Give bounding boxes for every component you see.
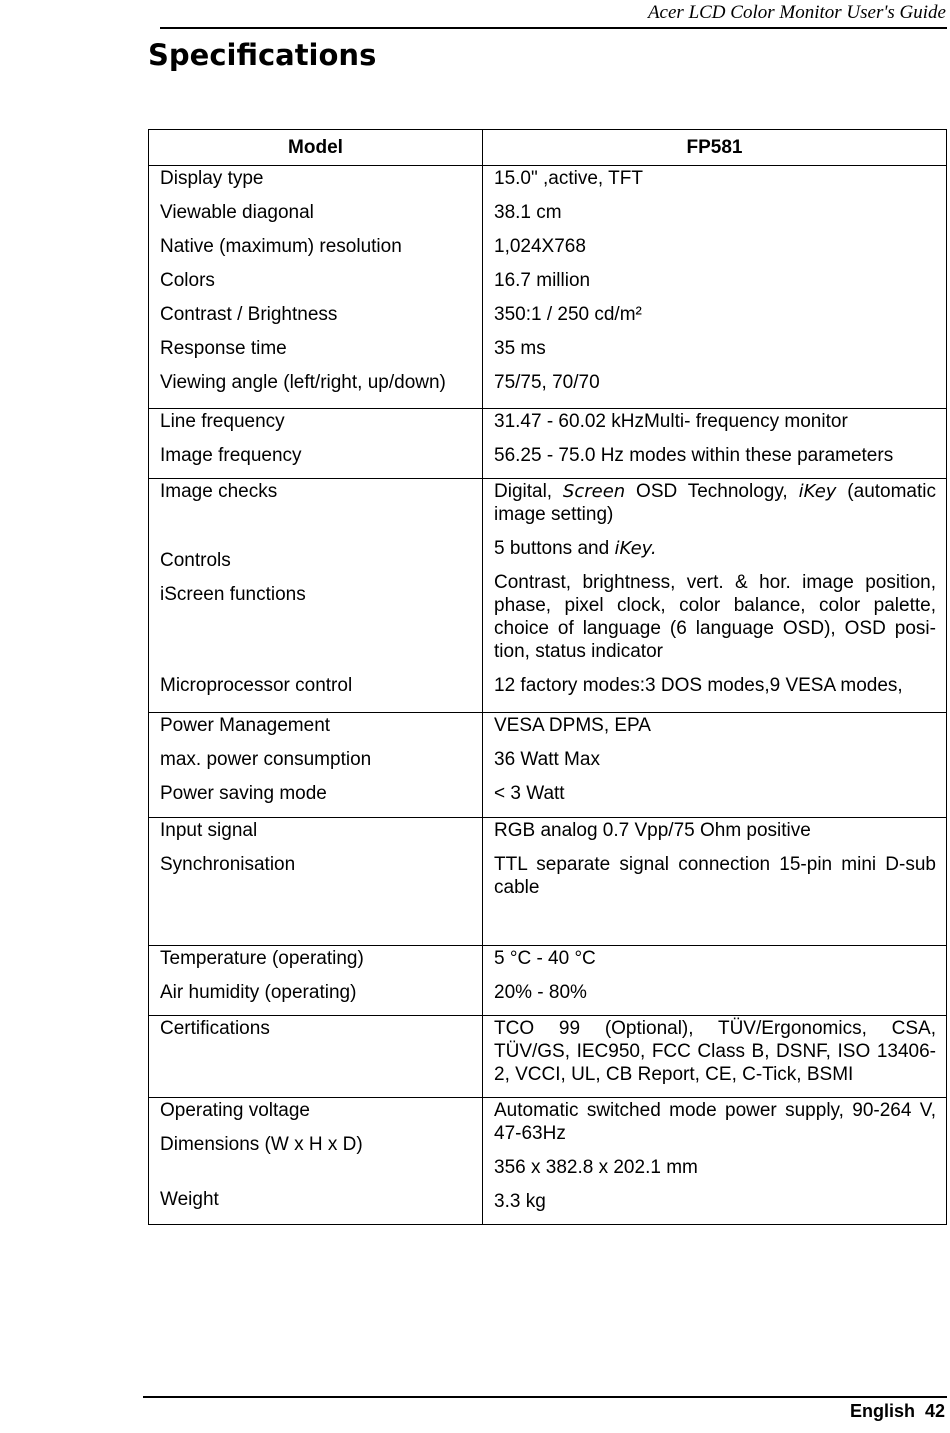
value-certifications: TCO 99 (Optional), TÜV/Ergonomics, CSA, TÜV/GS, IEC950, FCC Class B, DSNF, ISO 13406-2, VCCI, UL, CB Report, CE, C-Tick, BSMI: [494, 1018, 936, 1085]
page-title: Specifications: [148, 38, 377, 72]
label-contrast-brightness: Contrast / Brightness: [160, 304, 338, 325]
label-line-frequency: Line frequency: [160, 411, 285, 432]
label-air-humidity: Air humidity (operating): [160, 982, 357, 1003]
value-display-type: 15.0" ,active, TFT: [494, 168, 643, 189]
value-input-signal: RGB analog 0.7 Vpp/75 Ohm positive: [494, 820, 811, 841]
label-image-frequency: Image frequency: [160, 445, 302, 466]
value-synchronisation: TTL separate signal connection 15-pin mini D-sub cable: [494, 854, 936, 898]
label-display-type: Display type: [160, 168, 264, 189]
spec-labels: [149, 409, 483, 479]
spec-group-controls: [149, 479, 947, 713]
label-weight: Weight: [160, 1189, 219, 1210]
value-viewing-angle: 75/75, 70/70: [494, 372, 600, 393]
label-colors: Colors: [160, 270, 215, 291]
spec-group-power: [149, 713, 947, 818]
label-viewing-angle: Viewing angle (left/right, up/down): [160, 372, 446, 393]
spec-labels: [149, 713, 483, 818]
value-iscreen-functions: Contrast, brightness, vert. & hor. image position, phase, pixel clock, color balance, color palette, choice of language (6 language OSD), OSD posi-tion, status indicator: [494, 572, 936, 662]
spec-values: [483, 713, 947, 818]
spec-group-frequency: [149, 409, 947, 479]
label-max-power: max. power consumption: [160, 749, 372, 770]
spec-values: [483, 409, 947, 479]
value-power-management: VESA DPMS, EPA: [494, 715, 651, 736]
value-native-resolution: 1,024X768: [494, 236, 586, 257]
value-weight: 3.3 kg: [494, 1191, 546, 1212]
footer-language: English: [849, 1401, 915, 1421]
label-operating-voltage: Operating voltage: [160, 1100, 310, 1121]
value-colors: 16.7 million: [494, 270, 591, 291]
spec-group-display: [149, 166, 947, 409]
value-viewable-diagonal: 38.1 cm: [494, 202, 562, 223]
spec-labels: [149, 1098, 483, 1225]
value-image-checks: [494, 480, 936, 526]
spec-labels: [149, 1016, 483, 1098]
label-controls: Controls: [160, 550, 231, 571]
page-footer: [850, 1401, 945, 1422]
label-microprocessor-control: Microprocessor control: [160, 675, 353, 696]
spec-group-environment: [149, 946, 947, 1016]
label-certifications: Certifications: [160, 1018, 270, 1039]
label-temperature: Temperature (operating): [160, 948, 364, 969]
value-emphasis: Screen: [562, 481, 626, 502]
specifications-table: [148, 129, 947, 1225]
spec-values: [483, 818, 947, 946]
spec-labels: [149, 166, 483, 409]
label-native-resolution: Native (maximum) resolution: [160, 236, 402, 257]
label-input-signal: Input signal: [160, 820, 258, 841]
value-microprocessor-control: 12 factory modes:3 DOS modes,9 VESA modes,: [494, 675, 903, 696]
running-header: Acer LCD Color Monitor User's Guide: [647, 2, 946, 23]
value-text: Digital,: [494, 481, 563, 502]
spec-values: [483, 479, 947, 713]
value-contrast-brightness: 350:1 / 250 cd/m²: [494, 304, 642, 325]
label-response-time: Response time: [160, 338, 287, 359]
value-dimensions: 356 x 382.8 x 202.1 mm: [494, 1157, 698, 1178]
label-power-saving: Power saving mode: [160, 783, 327, 804]
header-rule: [160, 27, 947, 29]
spec-values: [483, 166, 947, 409]
column-header-model: Model: [149, 130, 483, 166]
value-response-time: 35 ms: [494, 338, 546, 359]
label-viewable-diagonal: Viewable diagonal: [160, 202, 314, 223]
label-dimensions: Dimensions (W x H x D): [160, 1134, 363, 1155]
table-header-row: [149, 130, 947, 166]
value-max-power: 36 Watt Max: [494, 749, 600, 770]
spec-labels: [149, 946, 483, 1016]
footer-rule: [143, 1396, 947, 1398]
value-air-humidity: 20% - 80%: [494, 982, 587, 1003]
label-image-checks: Image checks: [160, 481, 278, 502]
value-power-saving: < 3 Watt: [494, 783, 565, 804]
spec-group-certifications: [149, 1016, 947, 1098]
spec-group-signal: [149, 818, 947, 946]
spec-labels: [149, 818, 483, 946]
spec-labels: [149, 479, 483, 713]
value-emphasis: iKey.: [614, 538, 657, 559]
value-text: (automatic image setting): [494, 481, 936, 525]
value-controls: [494, 537, 936, 560]
value-line-frequency: 31.47 - 60.02 kHzMulti- frequency monitor: [494, 411, 848, 432]
spec-values: [483, 946, 947, 1016]
column-header-fp581: FP581: [483, 130, 947, 166]
spec-values: [483, 1098, 947, 1225]
label-power-management: Power Management: [160, 715, 331, 736]
label-synchronisation: Synchronisation: [160, 854, 296, 875]
spec-values: [483, 1016, 947, 1098]
value-text: OSD Technology,: [625, 481, 799, 502]
page-number: 42: [924, 1401, 945, 1421]
value-image-frequency: 56.25 - 75.0 Hz modes within these parameters: [494, 445, 894, 466]
label-iscreen-functions: iScreen functions: [160, 584, 306, 605]
spec-group-physical: [149, 1098, 947, 1225]
value-operating-voltage: Automatic switched mode power supply, 90-264 V, 47-63Hz: [494, 1100, 936, 1144]
value-emphasis: iKey: [798, 481, 837, 502]
value-temperature: 5 °C - 40 °C: [494, 948, 596, 969]
value-text: 5 buttons and: [494, 538, 615, 559]
